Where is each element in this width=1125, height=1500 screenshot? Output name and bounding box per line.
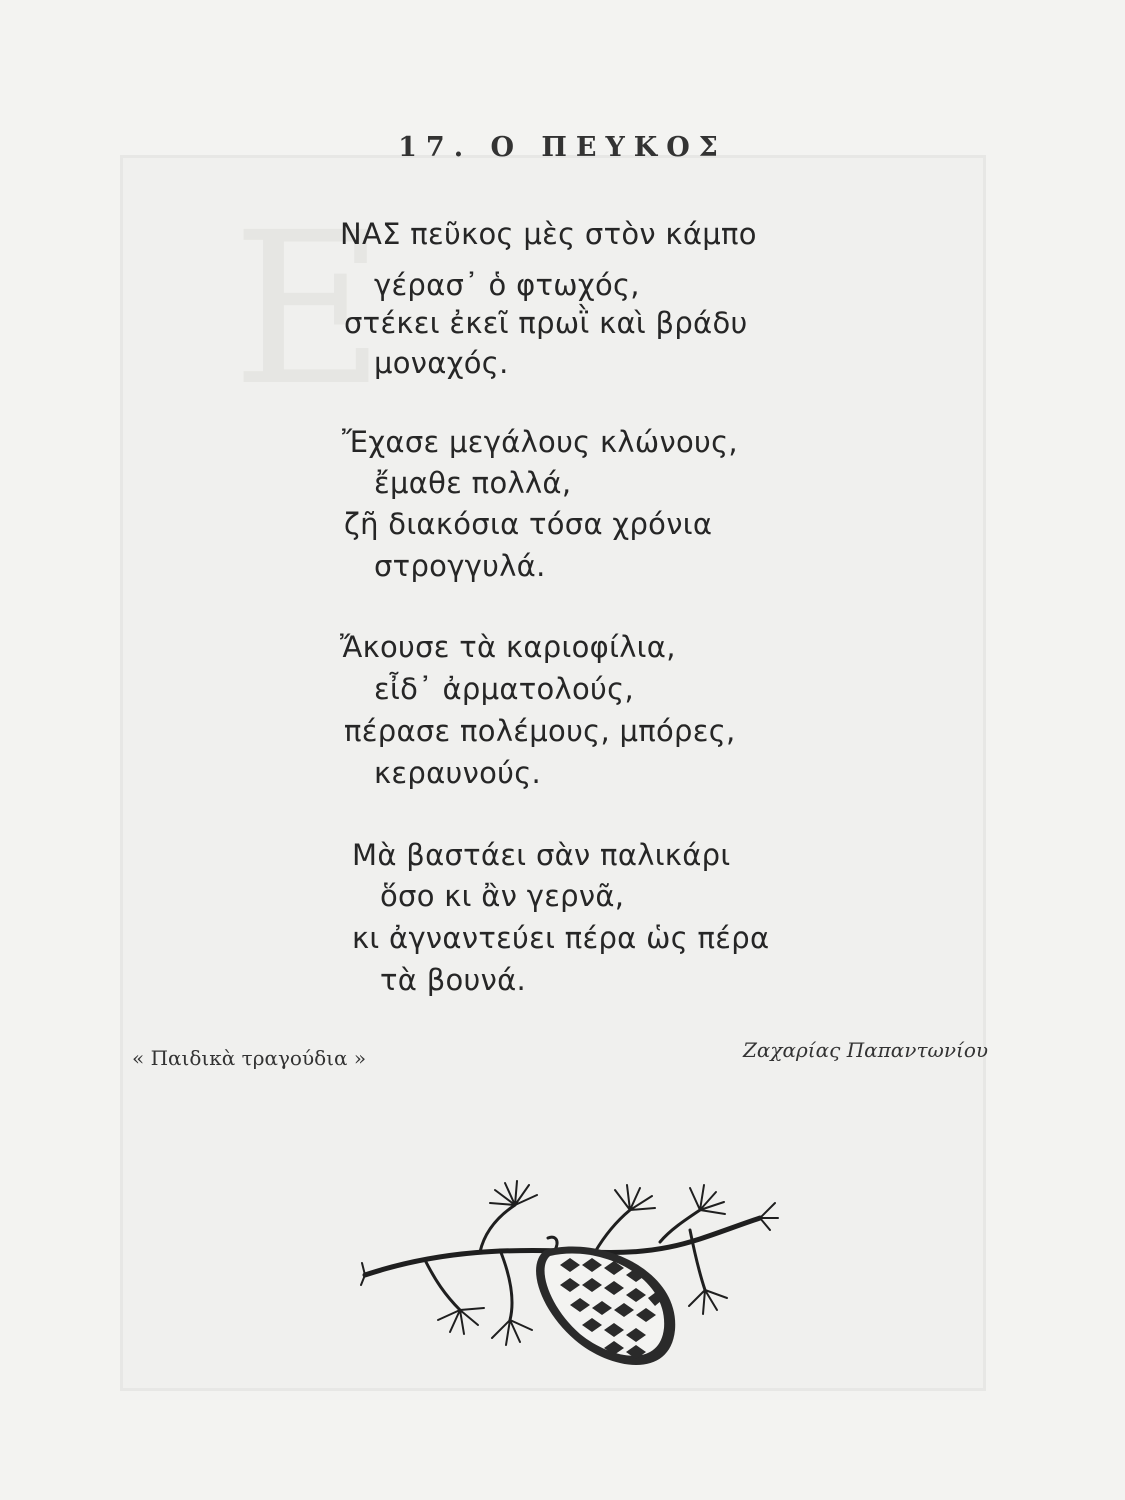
poem-line: στρογγυλά. [374,549,546,583]
poem-line: εἶδ᾽ ἀρματολούς, [374,672,634,706]
poem-line: ζῆ διακόσια τόσα χρόνια [344,507,713,541]
poem-line: στέκει ἐκεῖ πρωῒ καὶ βράδυ [344,306,748,340]
poem-line: Μὰ βαστάει σὰν παλικάρι [352,838,731,872]
poem-line: ΝΑΣ πεῦκος μὲς στὸν κάμπο [340,217,757,251]
poem-line: γέρασ᾽ ὁ φτωχός, [374,268,640,302]
poem-line: Ἔχασε μεγάλους κλώνους, [342,425,738,459]
poem-line: ὅσο κι ἂν γερνᾶ, [380,879,625,913]
poem-line: κεραυνούς. [374,756,542,790]
poem-line: πέρασε πολέμους, μπόρες, [344,714,736,748]
pine-branch-icon [360,1180,780,1410]
poem-line: Ἄκουσε τὰ καριοφίλια, [340,630,676,664]
poem-line: μοναχός. [374,346,509,380]
poem-title: 17. Ο ΠΕΥΚΟΣ [398,132,727,163]
poem-line: κι ἀγναντεύει πέρα ὡς πέρα [352,921,770,955]
poem-line: τὰ βουνά. [380,963,527,997]
author-name: Ζαχαρίας Παπαντωνίου [743,1038,989,1062]
poem-line: ἔμαθε πολλά, [374,466,572,500]
source-note: « Παιδικὰ τραγούδια » [132,1046,367,1070]
drop-cap: Ε [232,187,386,432]
